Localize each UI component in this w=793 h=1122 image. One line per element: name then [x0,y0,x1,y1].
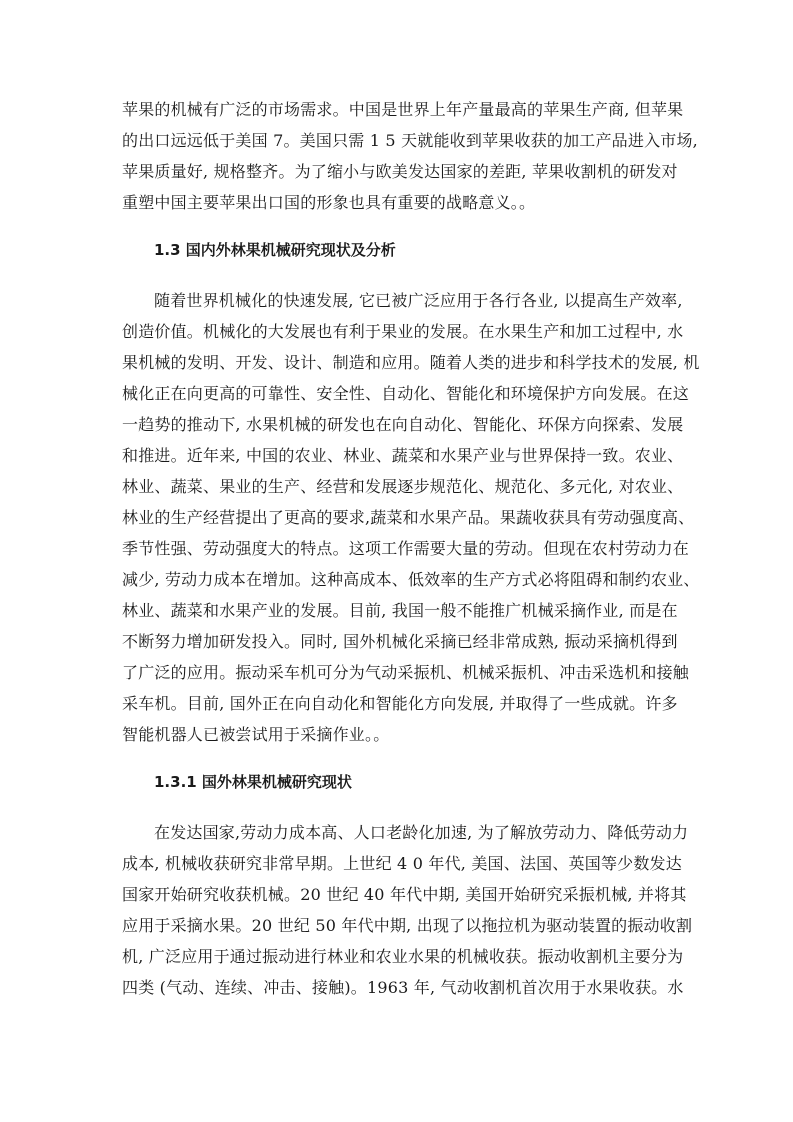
paragraph-section-1-3-1 [122,817,693,1003]
text-line: 应用于采摘水果。20 世纪 50 年代中期, 出现了以拖拉机为驱动装置的振动收割 [122,916,693,935]
text-line: 四类 (气动、连续、冲击、接触)。1963 年, 气动收割机首次用于水果收获。水 [122,978,684,997]
text-line: 季节性强、劳动强度大的特点。这项工作需要大量的劳动。但现在农村劳动力在 [122,539,690,558]
text-line: 智能机器人已被尝试用于采摘作业。。 [122,725,390,744]
text-line: 不断努力增加研发投入。同时, 国外机械化采摘已经非常成熟, 振动采摘机得到 [122,632,678,651]
text-line: 林业、蔬菜和水果产业的发展。目前, 我国一般不能推广机械采摘作业, 而是在 [122,601,678,620]
text-line: 随着世界机械化的快速发展, 它已被广泛应用于各行各业, 以提高生产效率, [154,291,683,310]
text-line: 苹果的机械有广泛的市场需求。中国是世界上年产量最高的苹果生产商, 但苹果 [122,100,684,119]
text-line: 林业、蔬菜、果业的生产、经营和发展逐步规范化、规范化、多元化, 对农业、 [122,477,684,496]
text-line: 的出口远远低于美国 7。美国只需 1 5 天就能收到苹果收获的加工产品进入市场, [122,131,698,150]
text-line: 苹果质量好, 规格整齐。为了缩小与欧美发达国家的差距, 苹果收割机的研发对 [122,162,678,181]
text-line: 一趋势的推动下, 水果机械的研发也在向自动化、智能化、环保方向探索、发展 [122,415,684,434]
text-line: 果机械的发明、开发、设计、制造和应用。随着人类的进步和科学技术的发展, 机 [122,353,700,372]
paragraph-apple-market [122,94,698,218]
text-line: 械化正在向更高的可靠性、安全性、自动化、智能化和环境保护方向发展。在这 [122,384,690,403]
paragraph-section-1-3 [122,285,700,750]
section-heading-1-3: 1.3 国内外林果机械研究现状及分析 [154,241,396,259]
text-line: 林业的生产经营提出了更高的要求,蔬菜和水果产品。果蔬收获具有劳动强度高、 [122,508,695,527]
section-heading-1-3-1: 1.3.1 国外林果机械研究现状 [154,773,352,791]
text-line: 在发达国家,劳动力成本高、人口老龄化加速, 为了解放劳动力、降低劳动力 [154,823,689,842]
text-line: 机, 广泛应用于通过振动进行林业和农业水果的机械收获。振动收割机主要分为 [122,947,684,966]
text-line: 创造价值。机械化的大发展也有利于果业的发展。在水果生产和加工过程中, 水 [122,322,684,341]
text-line: 了广泛的应用。振动采车机可分为气动采振机、机械采振机、冲击采选机和接触 [122,663,690,682]
text-line: 减少, 劳动力成本在增加。这种高成本、低效率的生产方式必将阻碍和制约农业、 [122,570,700,589]
text-line: 和推进。近年来, 中国的农业、林业、蔬菜和水果产业与世界保持一致。农业、 [122,446,684,465]
text-line: 重塑中国主要苹果出口国的形象也具有重要的战略意义。。 [122,193,536,212]
text-line: 采车机。目前, 国外正在向自动化和智能化方向发展, 并取得了一些成就。许多 [122,694,678,713]
text-line: 国家开始研究收获机械。20 世纪 40 年代中期, 美国开始研究采振机械, 并将其 [122,885,687,904]
document-body [122,94,700,1003]
text-line: 成本, 机械收获研究非常早期。上世纪 4 0 年代, 美国、法国、英国等少数发达 [122,854,682,873]
